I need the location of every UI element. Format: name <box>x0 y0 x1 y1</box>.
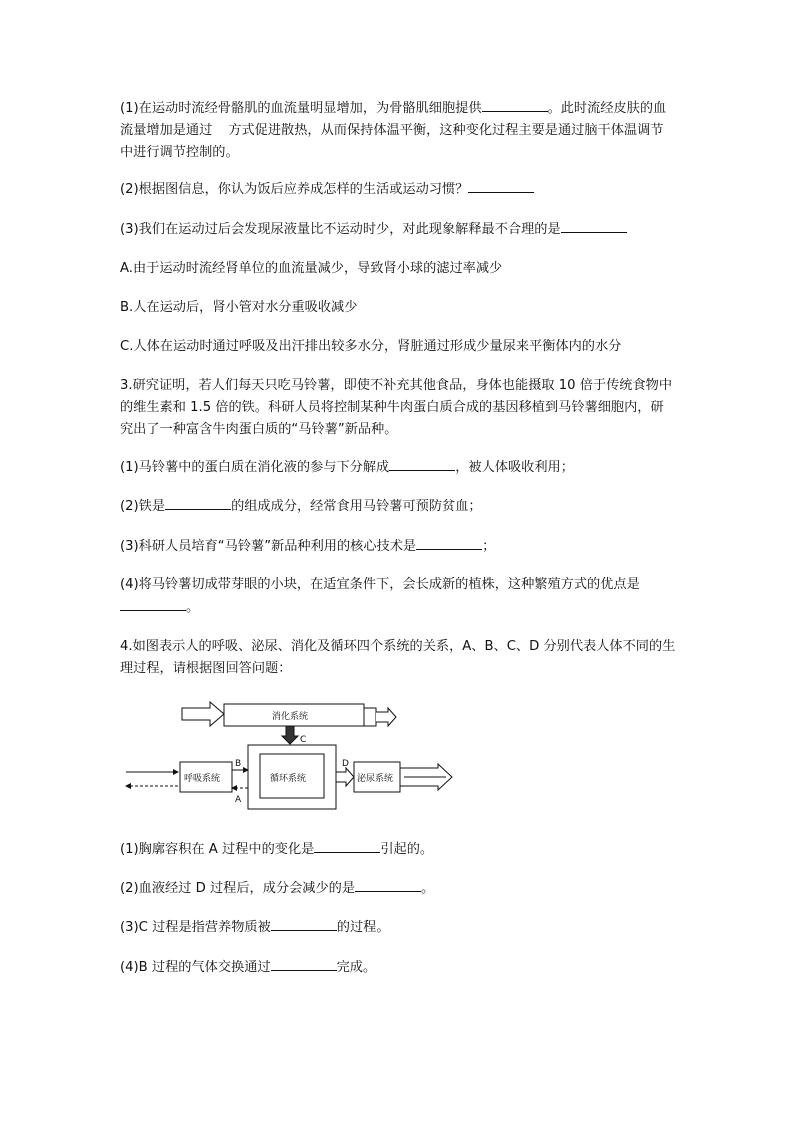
label-c: C <box>300 735 307 745</box>
q2-sub1-text2: 。此时流经皮肤的血流量增加是通过 <box>120 101 667 138</box>
q4-sub2-text1: (2)血液经过 D 过程后，成分会减少的是 <box>120 881 356 896</box>
answer-blank[interactable] <box>482 97 548 112</box>
answer-blank[interactable] <box>389 456 455 471</box>
q3-sub4-text2: 。 <box>186 600 200 615</box>
q3-stem-text: 3.研究证明，若人们每天只吃马铃薯，即使不补充其他食品，身体也能摄取 10 倍于传统食物中的维生素和 1.5 倍的铁。科研人员将控制某种牛肉蛋白质合成的基因移植到马铃薯细胞内，研究出了一种富含牛肉蛋白质的“马铃薯”新品种。 <box>120 378 673 437</box>
body-systems-diagram <box>120 700 470 820</box>
q4-stem <box>120 636 676 680</box>
q2-sub1-text1: (1)在运动时流经骨骼肌的血流量明显增加，为骨骼肌细胞提供 <box>120 101 482 116</box>
q3-sub4 <box>120 574 676 619</box>
digestive-system-label: 消化系统 <box>272 712 309 722</box>
q4-sub4 <box>120 956 676 979</box>
option-c-text: C.人体在运动时通过呼吸及出汗排出较多水分，肾脏通过形成少量尿来平衡体内的水分 <box>120 339 622 354</box>
q4-sub3-text1: (3)C 过程是指营养物质被 <box>120 920 271 935</box>
egestion-arrowhead <box>376 708 396 726</box>
q3-sub2-text2: 的组成成分，经常食用马铃薯可预防贫血； <box>231 499 482 514</box>
answer-blank[interactable] <box>355 877 421 892</box>
q2-option-c <box>120 336 676 358</box>
label-d: D <box>342 759 349 769</box>
egestion-arrow <box>364 708 376 726</box>
q4-sub1-text2: 引起的。 <box>380 842 434 857</box>
q4-sub4-text1: (4)B 过程的气体交换通过 <box>120 960 271 975</box>
answer-blank[interactable] <box>416 535 482 550</box>
answer-blank[interactable] <box>271 916 337 931</box>
q4-sub2-text2: 。 <box>421 881 435 896</box>
q3-sub3-text1: (3)科研人员培育“马铃薯”新品种利用的核心技术是 <box>120 539 417 554</box>
q3-sub1-text1: (1)马铃薯中的蛋白质在消化液的参与下分解成 <box>120 460 390 475</box>
process-d-arrow <box>336 768 354 786</box>
q4-sub4-text2: 完成。 <box>336 960 377 975</box>
urinary-system-label: 泌尿系统 <box>357 774 394 784</box>
q3-sub1-text2: ，被人体吸收利用； <box>455 460 574 475</box>
answer-blank[interactable] <box>165 495 231 510</box>
answer-blank[interactable] <box>271 956 337 971</box>
answer-blank[interactable] <box>314 838 380 853</box>
q3-sub4-text1: (4)将马铃薯切成带芽眼的小块，在适宜条件下，会长成新的植株，这种繁殖方式的优点是 <box>120 577 640 592</box>
q2-sub1-text3: 方式促进散热，从而保持体温平衡，这种变化过程主要是通过脑干体温调节中进行调节控制的。 <box>120 123 664 160</box>
intake-arrow <box>182 702 224 726</box>
q2-sub3-text: (3)我们在运动过后会发现尿液量比不运动时少，对此现象解释最不合理的是 <box>120 222 561 237</box>
answer-blank[interactable] <box>120 596 186 611</box>
q4-sub3-text2: 的过程。 <box>336 920 390 935</box>
q2-option-b <box>120 297 676 319</box>
q3-sub2-text1: (2)铁是 <box>120 499 166 514</box>
q4-sub2 <box>120 877 676 900</box>
respiratory-system-label: 呼吸系统 <box>184 774 221 784</box>
q3-sub1 <box>120 456 676 479</box>
q3-stem <box>120 375 676 441</box>
q3-sub3-text2: ； <box>482 539 496 554</box>
q2-sub3 <box>120 218 676 241</box>
answer-blank[interactable] <box>561 218 627 233</box>
q3-sub2 <box>120 495 676 518</box>
q2-option-a <box>120 258 676 280</box>
q2-sub2-text: (2)根据图信息，你认为饭后应养成怎样的生活或运动习惯？ <box>120 182 469 197</box>
q4-stem-text: 4.如图表示人的呼吸、泌尿、消化及循环四个系统的关系，A、B、C、D 分别代表人体不同的生理过程，请根据图回答问题： <box>120 639 676 676</box>
circulatory-system-label: 循环系统 <box>270 774 307 784</box>
option-a-text: A.由于运动时流经肾单位的血流量减少，导致肾小球的滤过率减少 <box>120 261 503 276</box>
label-b: B <box>235 759 242 769</box>
q4-sub1-text1: (1)胸廓容积在 A 过程中的变化是 <box>120 842 315 857</box>
q3-sub3 <box>120 535 676 558</box>
option-b-text: B.人在运动后，肾小管对水分重吸收减少 <box>120 300 358 315</box>
process-c-arrow <box>282 726 298 744</box>
q2-sub1 <box>120 97 676 164</box>
q2-sub2 <box>120 178 676 201</box>
answer-blank[interactable] <box>468 178 534 193</box>
label-a: A <box>235 795 242 805</box>
q4-sub3 <box>120 916 676 939</box>
q4-sub1 <box>120 838 676 861</box>
